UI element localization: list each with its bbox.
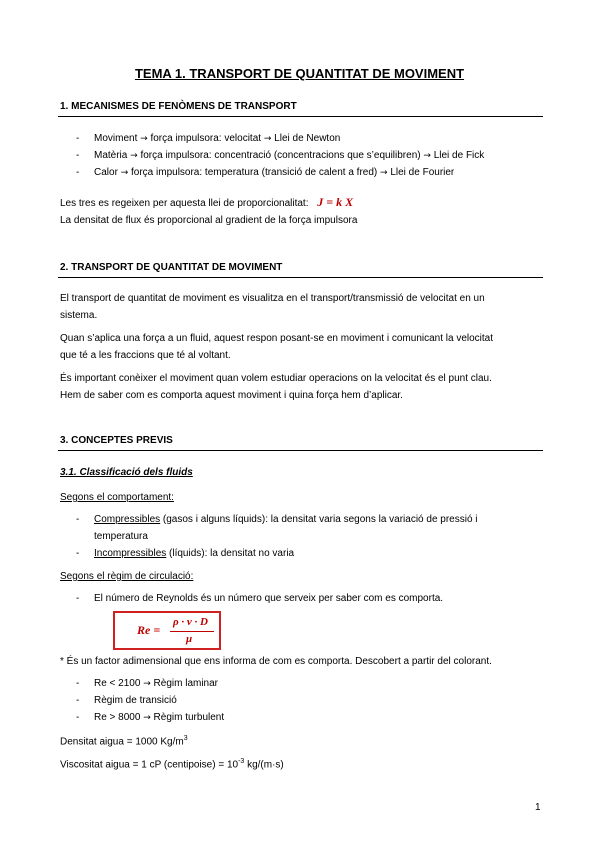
bullet-dash: - — [76, 150, 80, 161]
arrow-icon: → — [120, 168, 129, 178]
section-2-rule — [58, 277, 543, 278]
arrow-icon: → — [130, 151, 138, 161]
section-2-heading: 2. TRANSPORT DE QUANTITAT DE MOVIMENT — [60, 262, 283, 273]
behaviour-label: Segons el comportament: — [60, 492, 174, 503]
arrow-icon: → — [143, 679, 151, 689]
bullet-dash: - — [76, 678, 80, 689]
bullet-dash: - — [76, 593, 80, 604]
flux-formula: J = k X — [317, 195, 354, 209]
arrow-icon: → — [263, 134, 272, 144]
paragraph-line: Hem de saber com es comporta aquest moviment i quina força hem d’aplicar. — [60, 390, 403, 401]
subsection-heading: 3.1. Classificació dels fluids — [60, 467, 193, 478]
list-item: El número de Reynolds és un número que serveix per saber com es comporta. — [94, 593, 444, 604]
page-number: 1 — [535, 802, 541, 813]
paragraph-line: sistema. — [60, 310, 98, 321]
section-1-rule — [58, 116, 543, 117]
list-item: Re > 8000 → Règim turbulent — [94, 712, 225, 723]
list-item: Calor → força impulsora: temperatura (transició de calent a fred) → Llei de Fourier — [94, 167, 455, 178]
reynolds-numerator: ρ · v · D — [173, 616, 208, 628]
bullet-dash: - — [76, 548, 80, 559]
list-item: Re < 2100 → Règim laminar — [94, 678, 219, 689]
arrow-icon: → — [380, 168, 388, 178]
fraction-bar — [170, 631, 214, 632]
arrow-icon: → — [423, 151, 431, 161]
section-1-heading: 1. MECANISMES DE FENÒMENS DE TRANSPORT — [60, 101, 297, 112]
section-3-heading: 3. CONCEPTES PREVIS — [60, 435, 173, 446]
bullet-dash: - — [76, 167, 80, 178]
list-item: Moviment → força impulsora: velocitat → Llei de Newton — [94, 133, 341, 144]
reynolds-denominator: μ — [186, 633, 193, 645]
paragraph-line: que té a les fraccions que té al voltant. — [60, 350, 231, 361]
density-line: Densitat aigua = 1000 $Kg/m^3$ — [60, 735, 188, 748]
note-text: * És un factor adimensional que ens informa de com es comporta. Descobert a partir del colorant. — [60, 656, 492, 667]
paragraph-line: És important conèixer el moviment quan volem estudiar operacions on la velocitat és el punt clau. — [60, 373, 492, 384]
list-item: Compressibles (gasos i alguns líquids): la densitat varia segons la variació de pressió i — [94, 514, 478, 525]
arrow-icon: → — [140, 134, 148, 144]
paragraph-line: El transport de quantitat de moviment es visualitza en el transport/transmissió de velocitat en un — [60, 293, 485, 304]
reynolds-lhs: Re = — [137, 623, 161, 637]
list-item: Règim de transició — [94, 695, 177, 706]
bullet-dash: - — [76, 695, 80, 706]
bullet-dash: - — [76, 514, 80, 525]
bullet-dash: - — [76, 133, 80, 144]
document-title: TEMA 1. TRANSPORT DE QUANTITAT DE MOVIMENT — [134, 66, 465, 81]
bullet-dash: - — [76, 712, 80, 723]
paragraph-line: Quan s’aplica una força a un fluid, aquest respon posant-se en moviment i comunicant la velocitat — [60, 333, 494, 344]
arrow-icon: → — [143, 713, 151, 723]
list-item: Incompressibles (líquids): la densitat no varia — [94, 548, 295, 559]
circulation-label: Segons el règim de circulació: — [60, 571, 194, 582]
viscosity-line: Viscositat aigua = 1 cP (centipoise) = $10^{-3}$ kg/(m·s) — [60, 758, 284, 771]
section-3-rule — [58, 450, 543, 451]
list-item: Matèria → força impulsora: concentració (concentracions que s’equilibren) → Llei de Fick — [94, 150, 485, 161]
flux-text: La densitat de flux és proporcional al gradient de la força impulsora — [60, 215, 358, 226]
list-item-continuation: temperatura — [94, 531, 148, 542]
proportionality-line: Les tres es regeixen per aquesta llei de proporcionalitat: J = k X — [60, 195, 354, 209]
reynolds-formula-box — [113, 611, 221, 650]
